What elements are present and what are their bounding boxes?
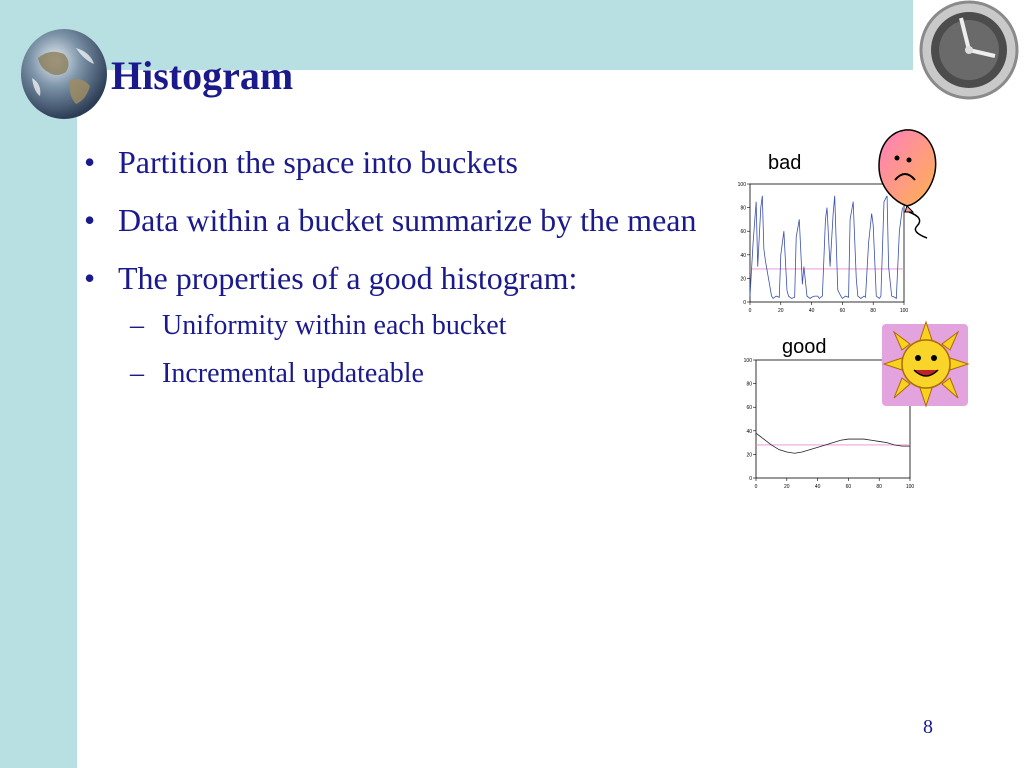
slide-title: Histogram — [111, 53, 294, 98]
x-tick-label: 0 — [748, 308, 752, 314]
x-tick-label: 80 — [870, 308, 876, 314]
bullet-text: Partition the space into buckets — [118, 144, 518, 180]
sub-bullet-item — [84, 350, 704, 398]
y-tick-label: 60 — [746, 405, 752, 412]
clock-image — [911, 0, 1024, 110]
y-tick-label: 40 — [746, 428, 752, 435]
x-tick-label: 0 — [754, 484, 758, 490]
page-number: 8 — [923, 716, 933, 738]
y-tick-label: 80 — [746, 381, 752, 388]
earth-globe-image — [20, 28, 108, 120]
y-tick-label: 40 — [740, 252, 746, 259]
bullet-text: Data within a bucket summarize by the mean — [118, 202, 697, 238]
bullet-symbol: • — [84, 202, 96, 238]
y-tick-label: 20 — [740, 276, 746, 283]
x-tick-label: 60 — [839, 308, 846, 314]
x-tick-label: 40 — [814, 484, 821, 490]
dash-symbol: – — [130, 358, 144, 389]
dash-symbol: – — [130, 310, 144, 341]
x-tick-label: 60 — [845, 484, 852, 490]
y-tick-label: 80 — [740, 205, 746, 212]
bullet-symbol: • — [84, 144, 96, 180]
sub-bullet-text: Incremental updateable — [162, 358, 424, 389]
y-tick-label: 100 — [743, 358, 752, 364]
sad-balloon-image — [873, 128, 943, 240]
bullet-symbol: • — [84, 260, 96, 296]
y-tick-label: 60 — [740, 229, 746, 236]
y-tick-label: 100 — [737, 182, 746, 188]
bullet-list — [84, 138, 704, 398]
bullet-item — [84, 138, 704, 186]
x-tick-label: 20 — [784, 484, 790, 490]
x-tick-label: 80 — [876, 484, 882, 490]
y-tick-label: 20 — [746, 452, 752, 459]
bullet-item — [84, 196, 704, 244]
x-tick-label: 40 — [808, 308, 815, 314]
sub-bullet-item — [84, 302, 704, 350]
bad-chart-label: bad — [768, 152, 802, 174]
good-chart-label: good — [782, 336, 827, 358]
happy-sun-image — [878, 318, 974, 410]
x-tick-label: 100 — [905, 484, 914, 490]
bullet-text: The properties of a good histogram: — [118, 260, 578, 296]
y-tick-label: 0 — [743, 300, 746, 306]
sub-bullet-text: Uniformity within each bucket — [162, 310, 507, 341]
bullet-item — [84, 254, 704, 302]
y-tick-label: 0 — [749, 476, 752, 482]
x-tick-label: 100 — [899, 308, 908, 314]
x-tick-label: 20 — [778, 308, 784, 314]
